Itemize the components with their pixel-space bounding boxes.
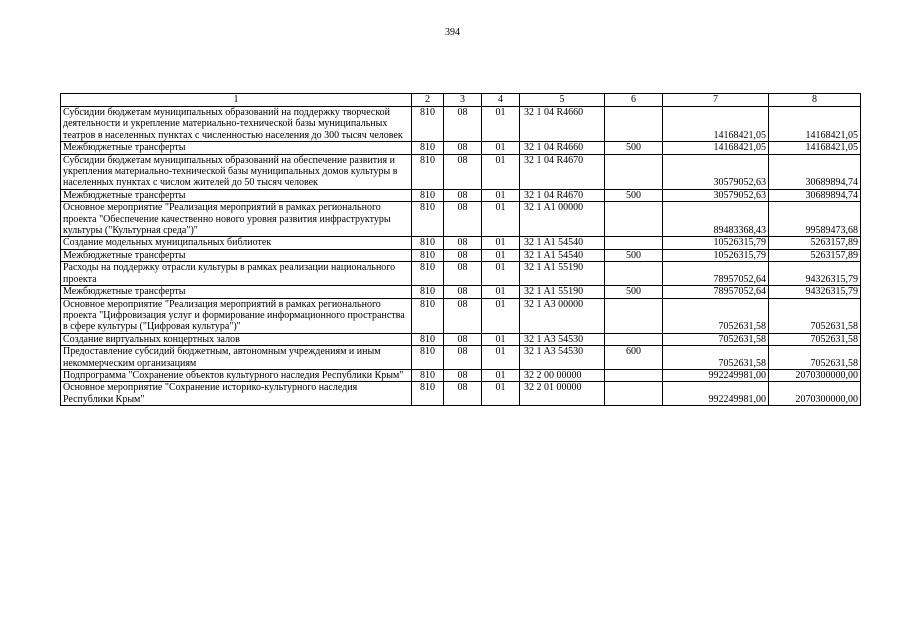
code-cell-2: 810 [412, 286, 444, 298]
code-cell-6 [605, 262, 663, 286]
amount-cell-7: 992249981,00 [663, 369, 769, 381]
amount-cell-8: 30689894,74 [769, 189, 861, 201]
amount-cell-8: 7052631,58 [769, 298, 861, 333]
table-row [61, 202, 861, 237]
code-cell-5: 32 1 04 R4660 [520, 142, 605, 154]
header-row [61, 94, 861, 107]
code-cell-2: 810 [412, 142, 444, 154]
amount-cell-7: 10526315,79 [663, 237, 769, 249]
code-cell-4: 01 [482, 333, 520, 345]
code-cell-4: 01 [482, 107, 520, 142]
code-cell-6: 500 [605, 249, 663, 261]
header-cell-6: 6 [605, 94, 663, 107]
code-cell-4: 01 [482, 202, 520, 237]
code-cell-6: 500 [605, 189, 663, 201]
code-cell-3: 08 [444, 107, 482, 142]
code-cell-6: 500 [605, 286, 663, 298]
row-name-cell: Субсидии бюджетам муниципальных образований на обеспечение развития и укрепления материально-технической базы муниципальных домов культуры в населенных пунктах с числом жителей до 50 тысяч человек [61, 154, 412, 189]
amount-cell-8: 14168421,05 [769, 107, 861, 142]
row-name-cell: Основное мероприятие "Реализация мероприятий в рамках регионального проекта "Цифровизация услуг и формирование информационного пространства в сфере культуры ("Цифровая культура")" [61, 298, 412, 333]
amount-cell-7: 992249981,00 [663, 382, 769, 406]
code-cell-2: 810 [412, 369, 444, 381]
code-cell-6 [605, 382, 663, 406]
amount-cell-8: 5263157,89 [769, 237, 861, 249]
table-row [61, 154, 861, 189]
code-cell-2: 810 [412, 154, 444, 189]
code-cell-6: 500 [605, 142, 663, 154]
header-cell-1: 1 [61, 94, 412, 107]
code-cell-6 [605, 333, 663, 345]
code-cell-4: 01 [482, 249, 520, 261]
amount-cell-7: 78957052,64 [663, 286, 769, 298]
budget-table [60, 93, 861, 406]
amount-cell-8: 7052631,58 [769, 333, 861, 345]
row-name-cell: Межбюджетные трансферты [61, 142, 412, 154]
code-cell-4: 01 [482, 237, 520, 249]
amount-cell-8: 94326315,79 [769, 286, 861, 298]
code-cell-6 [605, 298, 663, 333]
row-name-cell: Межбюджетные трансферты [61, 249, 412, 261]
code-cell-4: 01 [482, 262, 520, 286]
amount-cell-8: 94326315,79 [769, 262, 861, 286]
amount-cell-7: 10526315,79 [663, 249, 769, 261]
code-cell-5: 32 1 04 R4670 [520, 189, 605, 201]
code-cell-2: 810 [412, 202, 444, 237]
code-cell-6: 600 [605, 346, 663, 370]
code-cell-4: 01 [482, 382, 520, 406]
code-cell-5: 32 1 A1 54540 [520, 237, 605, 249]
code-cell-3: 08 [444, 333, 482, 345]
code-cell-5: 32 1 A1 55190 [520, 262, 605, 286]
code-cell-4: 01 [482, 286, 520, 298]
amount-cell-7: 7052631,58 [663, 298, 769, 333]
amount-cell-8: 14168421,05 [769, 142, 861, 154]
code-cell-4: 01 [482, 346, 520, 370]
code-cell-5: 32 1 A3 54530 [520, 333, 605, 345]
amount-cell-7: 7052631,58 [663, 333, 769, 345]
code-cell-2: 810 [412, 189, 444, 201]
row-name-cell: Межбюджетные трансферты [61, 286, 412, 298]
row-name-cell: Предоставление субсидий бюджетным, автономным учреждениям и иным некоммерческим организациям [61, 346, 412, 370]
code-cell-5: 32 1 A1 54540 [520, 249, 605, 261]
table-row [61, 298, 861, 333]
table-row [61, 189, 861, 201]
code-cell-3: 08 [444, 262, 482, 286]
header-cell-3: 3 [444, 94, 482, 107]
code-cell-6 [605, 154, 663, 189]
code-cell-2: 810 [412, 382, 444, 406]
code-cell-3: 08 [444, 249, 482, 261]
code-cell-5: 32 1 A1 55190 [520, 286, 605, 298]
code-cell-4: 01 [482, 298, 520, 333]
amount-cell-8: 5263157,89 [769, 249, 861, 261]
code-cell-2: 810 [412, 262, 444, 286]
header-cell-5: 5 [520, 94, 605, 107]
code-cell-6 [605, 202, 663, 237]
amount-cell-7: 30579052,63 [663, 154, 769, 189]
amount-cell-8: 2070300000,00 [769, 369, 861, 381]
code-cell-4: 01 [482, 369, 520, 381]
row-name-cell: Подпрограмма "Сохранение объектов культурного наследия Республики Крым" [61, 369, 412, 381]
row-name-cell: Субсидии бюджетам муниципальных образований на поддержку творческой деятельности и укрепление материально-технической базы муниципальных театров в населенных пунктах с численностью населения до 300 тысяч человек [61, 107, 412, 142]
header-cell-8: 8 [769, 94, 861, 107]
page-number: 394 [445, 27, 460, 38]
code-cell-3: 08 [444, 202, 482, 237]
table-row [61, 286, 861, 298]
code-cell-4: 01 [482, 142, 520, 154]
table-row [61, 262, 861, 286]
amount-cell-7: 14168421,05 [663, 107, 769, 142]
code-cell-3: 08 [444, 154, 482, 189]
code-cell-5: 32 1 04 R4660 [520, 107, 605, 142]
code-cell-3: 08 [444, 237, 482, 249]
code-cell-2: 810 [412, 237, 444, 249]
code-cell-5: 32 2 01 00000 [520, 382, 605, 406]
code-cell-5: 32 1 04 R4670 [520, 154, 605, 189]
header-cell-4: 4 [482, 94, 520, 107]
code-cell-3: 08 [444, 346, 482, 370]
row-name-cell: Основное мероприятие "Сохранение историко-культурного наследия Республики Крым" [61, 382, 412, 406]
row-name-cell: Расходы на поддержку отрасли культуры в рамках реализации национального проекта [61, 262, 412, 286]
code-cell-2: 810 [412, 249, 444, 261]
header-cell-7: 7 [663, 94, 769, 107]
amount-cell-8: 30689894,74 [769, 154, 861, 189]
amount-cell-8: 2070300000,00 [769, 382, 861, 406]
table-row [61, 249, 861, 261]
code-cell-3: 08 [444, 189, 482, 201]
amount-cell-7: 89483368,43 [663, 202, 769, 237]
header-cell-2: 2 [412, 94, 444, 107]
code-cell-3: 08 [444, 382, 482, 406]
table-row [61, 142, 861, 154]
table-row [61, 346, 861, 370]
table-row [61, 369, 861, 381]
code-cell-3: 08 [444, 286, 482, 298]
code-cell-6 [605, 237, 663, 249]
code-cell-4: 01 [482, 189, 520, 201]
code-cell-2: 810 [412, 107, 444, 142]
amount-cell-8: 7052631,58 [769, 346, 861, 370]
row-name-cell: Основное мероприятие "Реализация мероприятий в рамках регионального проекта "Обеспечение качественно нового уровня развития инфраструктуры культуры ("Культурная среда")" [61, 202, 412, 237]
amount-cell-7: 30579052,63 [663, 189, 769, 201]
code-cell-5: 32 1 A3 54530 [520, 346, 605, 370]
code-cell-6 [605, 107, 663, 142]
code-cell-3: 08 [444, 298, 482, 333]
amount-cell-7: 78957052,64 [663, 262, 769, 286]
table-row [61, 237, 861, 249]
code-cell-2: 810 [412, 333, 444, 345]
code-cell-6 [605, 369, 663, 381]
code-cell-2: 810 [412, 298, 444, 333]
code-cell-2: 810 [412, 346, 444, 370]
code-cell-5: 32 1 A1 00000 [520, 202, 605, 237]
code-cell-5: 32 1 A3 00000 [520, 298, 605, 333]
code-cell-4: 01 [482, 154, 520, 189]
table-row [61, 333, 861, 345]
amount-cell-7: 7052631,58 [663, 346, 769, 370]
row-name-cell: Межбюджетные трансферты [61, 189, 412, 201]
row-name-cell: Создание виртуальных концертных залов [61, 333, 412, 345]
code-cell-3: 08 [444, 369, 482, 381]
row-name-cell: Создание модельных муниципальных библиотек [61, 237, 412, 249]
code-cell-5: 32 2 00 00000 [520, 369, 605, 381]
table-row [61, 107, 861, 142]
amount-cell-8: 99589473,68 [769, 202, 861, 237]
table-row [61, 382, 861, 406]
code-cell-3: 08 [444, 142, 482, 154]
amount-cell-7: 14168421,05 [663, 142, 769, 154]
